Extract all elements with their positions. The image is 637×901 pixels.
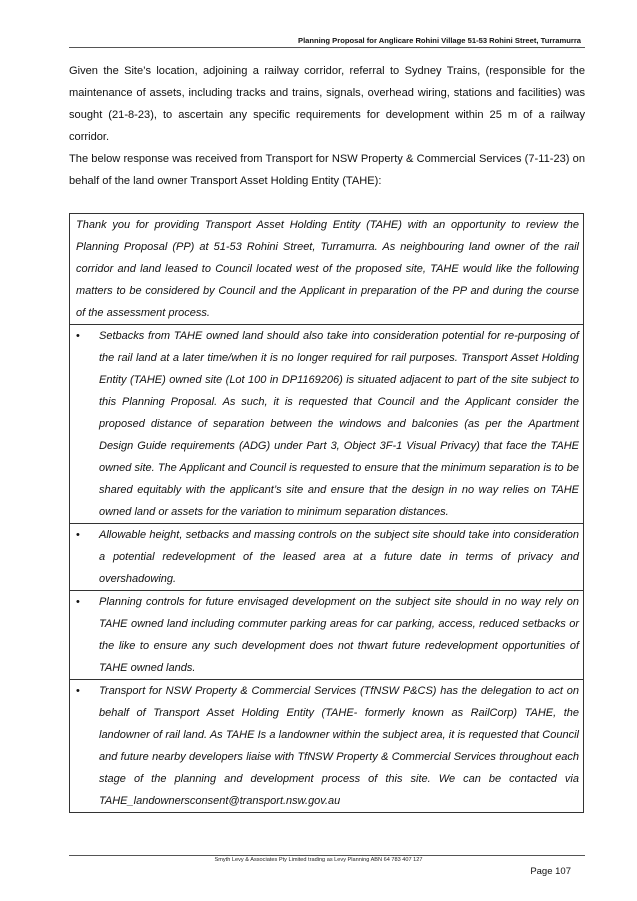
response-bullet-3 <box>70 590 583 679</box>
bullet-icon: • <box>76 330 80 342</box>
response-box <box>69 213 584 813</box>
bullet-icon: • <box>76 596 80 608</box>
footer-divider <box>69 855 585 856</box>
response-bullet-1 <box>70 324 583 523</box>
bullet-icon: • <box>76 529 80 541</box>
body-paragraph-1: Given the Site’s location, adjoining a railway corridor, referral to Sydney Trains, (responsible for the maintenance of assets, including tracks and trains, signals, overhead wiring, stations and facilities) was sought (21-8-23), to ascertain any specific requirements for development within 25 m of a railway corridor. <box>69 65 585 143</box>
response-bullet-2 <box>70 523 583 590</box>
bullet-icon: • <box>76 685 80 697</box>
footer-company: Smyth Levy & Associates Pty Limited trading as Levy Planning ABN 64 783 407 127 <box>214 857 423 863</box>
bullet-text: Planning controls for future envisaged development on the subject site should in no way rely on TAHE owned land including commuter parking areas for car parking, access, reduced setbacks or the like to ensure any such development does not thwart future redevelopment opportunities of TAHE owned lands. <box>99 596 579 674</box>
body-paragraph-2: The below response was received from Transport for NSW Property & Commercial Services (7-11-23) on behalf of the land owner Transport Asset Holding Entity (TAHE): <box>69 153 585 187</box>
page-header <box>69 25 585 48</box>
page-number: Page 107 <box>530 866 571 877</box>
bullet-text: Allowable height, setbacks and massing controls on the subject site should take into consideration a potential redevelopment of the leased area at a future date in terms of privacy and overshadowing. <box>99 529 579 585</box>
bullet-text: Transport for NSW Property & Commercial Services (TfNSW P&CS) has the delegation to act on behalf of Transport Asset Holding Entity (TAHE- formerly known as RailCorp) TAHE, the landowner of rail land. As TAHE Is a landowner within the subject area, it is requested that Council and future nearby developers liaise with TfNSW Property & Commercial Services throughout each stage of the planning and development process of this site. We can be contacted via TAHE_landownersconsent@transport.nsw.gov.au <box>99 685 579 807</box>
header-title: Planning Proposal for Anglicare Rohini Village 51-53 Rohini Street, Turramurra <box>298 36 581 45</box>
response-intro: Thank you for providing Transport Asset Holding Entity (TAHE) with an opportunity to review the Planning Proposal (PP) at 51-53 Rohini Street, Turramurra. As neighbouring land owner of the rail corridor and land leased to Council located west of the proposed site, TAHE would like the following matters to be considered by Council and the Applicant in preparation of the PP and during the course of the assessment process. <box>76 219 579 319</box>
response-bullet-4 <box>70 679 583 812</box>
bullet-text: Setbacks from TAHE owned land should also take into consideration potential for re-purposing of the rail land at a later time/when it is no longer required for rail purposes. Transport Asset Holding Entity (TAHE) owned site (Lot 100 in DP1169206) is situated adjacent to part of the site subject to this Planning Proposal. As such, it is requested that Council and the Applicant consider the proposed distance of separation between the windows and balconies (as per the Apartment Design Guide requirements (ADG) under Part 3, Object 3F-1 Visual Privacy) that face the TAHE owned site. The Applicant and Council is requested to ensure that the minimum separation is to be shared equitably with the applicant’s site and ensure that the design in no way relies on TAHE owned land or assets for the variation to minimum separation distances. <box>99 330 579 518</box>
